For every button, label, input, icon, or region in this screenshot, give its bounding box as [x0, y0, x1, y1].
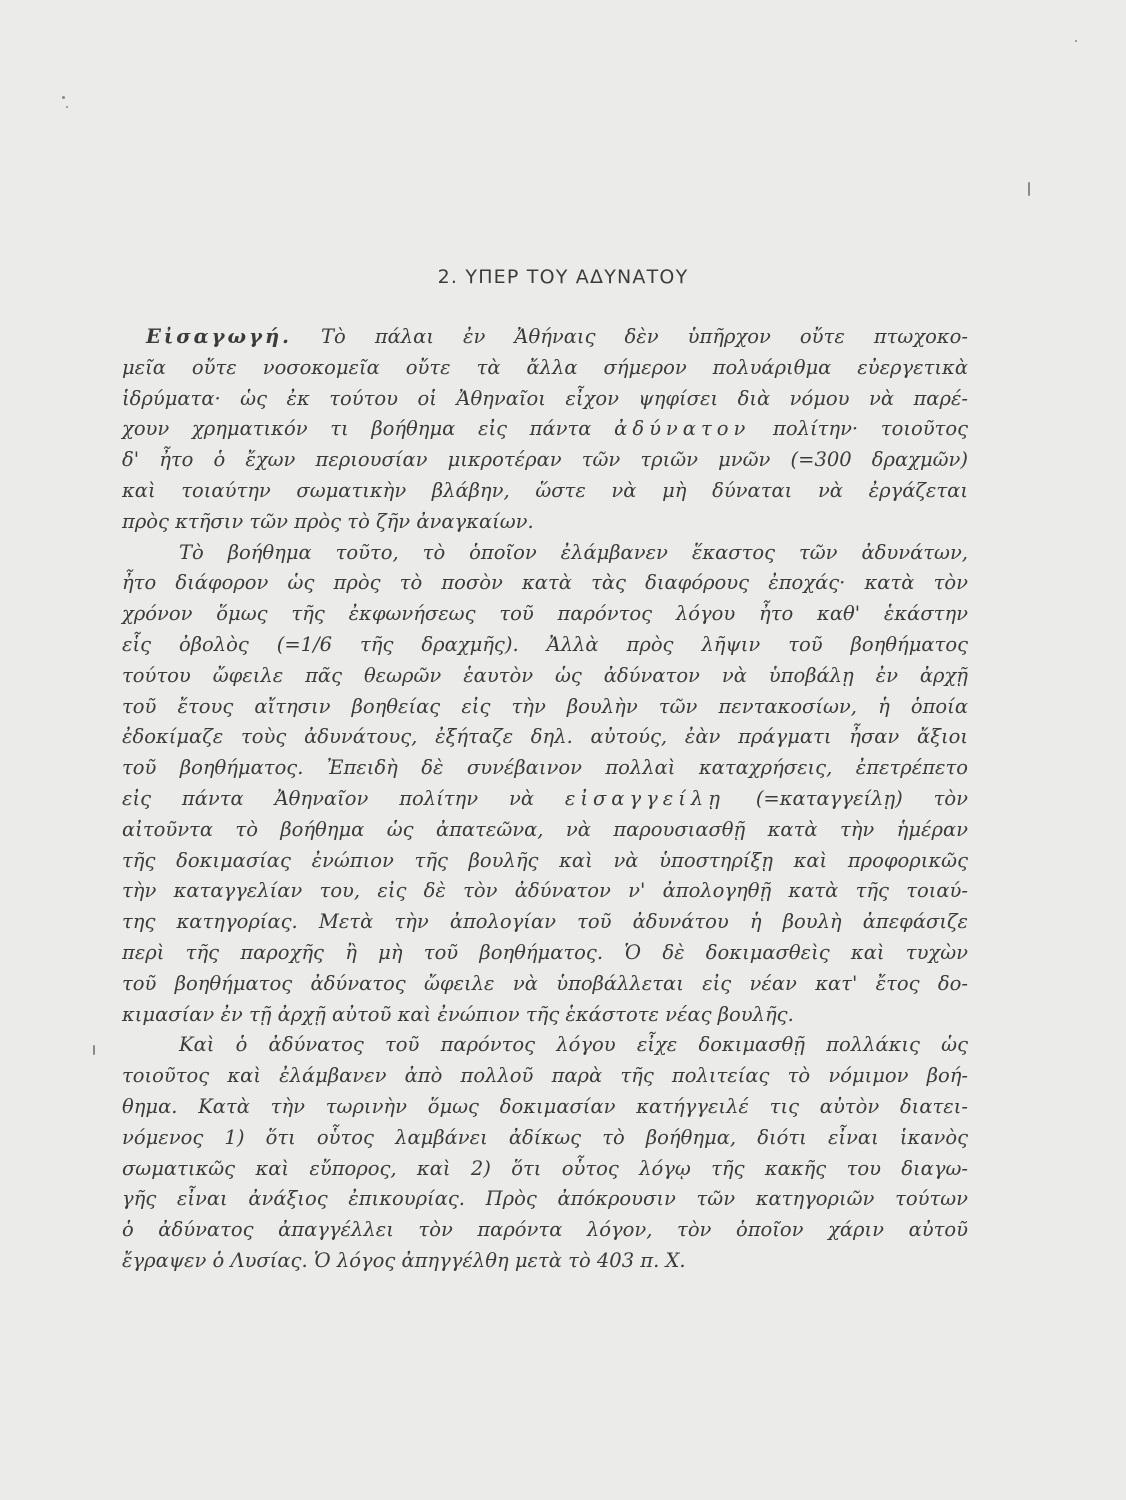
text-line: Τὸ βοήθημα τοῦτο, τὸ ὁποῖον ἐλάμβανεν ἕκαστος τῶν ἀδυνάτων,: [179, 540, 968, 564]
text-line: χουν χρηματικόν τι βοήθημα εἰς πάντα ἀδύνατον πολίτην· τοιοῦτος: [122, 417, 969, 441]
scan-speck: [1075, 40, 1077, 42]
page-title: 2. ΥΠΕΡ ΤΟΥ ΑΔΥΝΑΤΟΥ: [437, 266, 689, 288]
text-line: μεῖα οὔτε νοσοκομεῖα οὔτε τὰ ἄλλα σήμερον πολυάριθμα εὐεργετικὰ: [122, 355, 968, 379]
text-line: ἦτο διάφορον ὡς πρὸς τὸ ποσὸν κατὰ τὰς διαφόρους ἐποχάς· κατὰ τὸν: [122, 571, 968, 595]
text-line: τοιοῦτος καὶ ἐλάμβανεν ἀπὸ πολλοῦ παρὰ τῆς πολιτείας τὸ νόμιμον βοή-: [122, 1064, 968, 1088]
text-line: Καὶ ὁ ἀδύνατος τοῦ παρόντος λόγου εἶχε δοκιμασθῇ πολλάκις ὡς: [179, 1033, 968, 1057]
text-line: εἷς ὀβολὸς (=1/6 τῆς δραχμῆς). Ἀλλὰ πρὸς λῆψιν τοῦ βοηθήματος: [122, 632, 968, 656]
text-line: ἐδοκίμαζε τοὺς ἀδυνάτους, ἐξήταζε δηλ. αὐτούς, ἐὰν πράγματι ἦσαν ἄξιοι: [122, 725, 968, 749]
text-line: τοῦ βοηθήματος ἀδύνατος ὤφειλε νὰ ὑποβάλλεται εἰς νέαν κατ' ἔτος δο-: [122, 971, 968, 995]
text-line: τούτου ὤφειλε πᾶς θεωρῶν ἑαυτὸν ὡς ἀδύνατον νὰ ὑποβάλῃ ἐν ἀρχῇ: [122, 663, 968, 687]
text-line: τοῦ ἔτους αἴτησιν βοηθείας εἰς τὴν βουλὴν τῶν πεντακοσίων, ἡ ὁποία: [122, 694, 968, 718]
scan-speck: [93, 1045, 95, 1055]
text-line: νόμενος 1) ὅτι οὗτος λαμβάνει ἀδίκως τὸ βοήθημα, διότι εἶναι ἱκανὸς: [122, 1125, 968, 1149]
text-line: γῆς εἶναι ἀνάξιος ἐπικουρίας. Πρὸς ἀπόκρουσιν τῶν κατηγοριῶν τούτων: [122, 1187, 968, 1211]
text-line: της κατηγορίας. Μετὰ τὴν ἀπολογίαν τοῦ ἀδυνάτου ἡ βουλὴ ἀπεφάσιζε: [122, 910, 968, 934]
emphasized-word: ἀδύνατον: [614, 417, 751, 441]
text-line: Εἰσαγωγή. Τὸ πάλαι ἐν Ἀθήναις δὲν ὑπῆρχον οὔτε πτωχοκο-: [146, 325, 969, 348]
text-line: θημα. Κατὰ τὴν τωρινὴν ὅμως δοκιμασίαν κατήγγειλέ τις αὐτὸν διατει-: [122, 1094, 968, 1118]
text-line: χρόνον ὅμως τῆς ἐκφωνήσεως τοῦ παρόντος λόγου ἦτο καθ' ἑκάστην: [122, 602, 968, 626]
text-line: καὶ τοιαύτην σωματικὴν βλάβην, ὥστε νὰ μὴ δύναται νὰ ἐργάζεται: [122, 478, 968, 502]
text-line: πρὸς κτῆσιν τῶν πρὸς τὸ ζῆν ἀναγκαίων.: [122, 509, 534, 533]
document-body: [122, 322, 968, 1277]
text-line: τὴν καταγγελίαν του, εἰς δὲ τὸν ἀδύνατον ν' ἀπολογηθῇ κατὰ τῆς τοιαύ-: [122, 879, 968, 903]
text-line: περὶ τῆς παροχῆς ἢ μὴ τοῦ βοηθήματος. Ὁ δὲ δοκιμασθεὶς καὶ τυχὼν: [122, 940, 968, 964]
text-line: αἰτοῦντα τὸ βοήθημα ὡς ἀπατεῶνα, νὰ παρουσιασθῇ κατὰ τὴν ἡμέραν: [122, 817, 968, 841]
text-line: ἔγραψεν ὁ Λυσίας. Ὁ λόγος ἀπηγγέλθη μετὰ τὸ 403 π. Χ.: [122, 1248, 686, 1272]
text-line: τοῦ βοηθήματος. Ἐπειδὴ δὲ συνέβαινον πολλαὶ καταχρήσεις, ἐπετρέπετο: [122, 756, 968, 780]
text-line: ἱδρύματα· ὡς ἐκ τούτου οἱ Ἀθηναῖοι εἶχον ψηφίσει διὰ νόμου νὰ παρέ-: [122, 386, 968, 410]
scan-speck: [1028, 182, 1030, 196]
text-line: δ' ἦτο ὁ ἔχων περιουσίαν μικροτέραν τῶν τριῶν μνῶν (=300 δραχμῶν): [122, 448, 968, 472]
section-heading: Εἰσαγωγή.: [146, 325, 292, 348]
text-line: κιμασίαν ἐν τῇ ἀρχῇ αὐτοῦ καὶ ἐνώπιον τῆς ἑκάστοτε νέας βουλῆς.: [122, 1002, 794, 1026]
scan-speck: [66, 106, 68, 108]
text-line: τῆς δοκιμασίας ἐνώπιον τῆς βουλῆς καὶ νὰ ὑποστηρίξῃ καὶ προφορικῶς: [122, 848, 968, 872]
scan-speck: [62, 96, 65, 99]
emphasized-word: εἰσαγγείλῃ: [564, 786, 725, 810]
text-line: σωματικῶς καὶ εὔπορος, καὶ 2) ὅτι οὗτος λόγῳ τῆς κακῆς του διαγω-: [122, 1156, 968, 1180]
text-line: ὁ ἀδύνατος ἀπαγγέλλει τὸν παρόντα λόγον, τὸν ὁποῖον χάριν αὐτοῦ: [122, 1218, 968, 1242]
text-line: εἰς πάντα Ἀθηναῖον πολίτην νὰ εἰσαγγείλῃ (=καταγγείλῃ) τὸν: [122, 786, 968, 810]
